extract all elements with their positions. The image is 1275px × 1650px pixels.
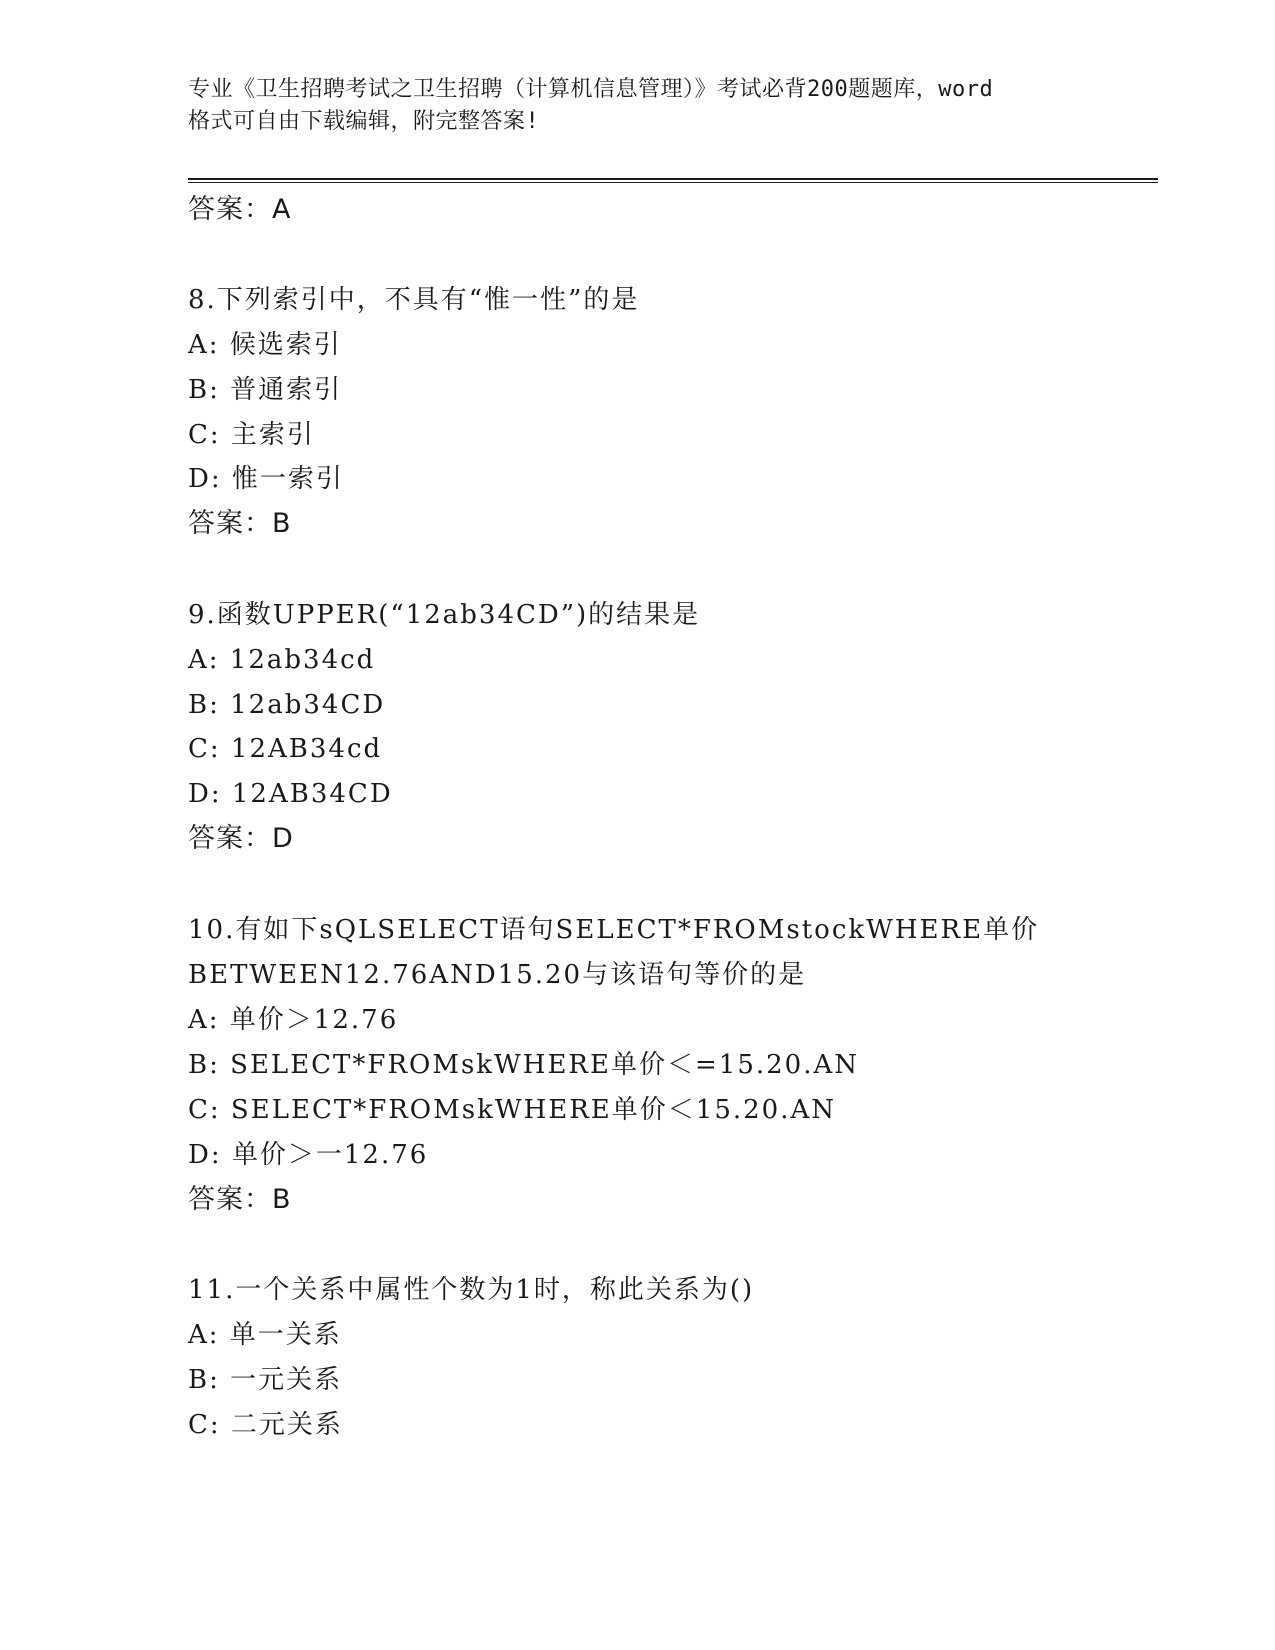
header-divider-thin — [188, 182, 1158, 183]
question-10-answer: 答案：B — [188, 1184, 292, 1215]
question-10-option-d: D: 单价＞一12.76 — [188, 1140, 429, 1170]
question-10-stem-line-2: BETWEEN12.76AND15.20与该语句等价的是 — [188, 960, 807, 990]
question-8-option-a: A: 候选索引 — [188, 330, 342, 360]
question-8-option-d: D: 惟一索引 — [188, 464, 344, 494]
question-9-answer: 答案：D — [188, 823, 294, 854]
question-11-option-b: B: 一元关系 — [188, 1365, 343, 1395]
question-9-stem: 9.函数UPPER(“12ab34CD”)的结果是 — [188, 600, 701, 630]
question-11-option-c: C: 二元关系 — [188, 1410, 343, 1440]
question-11-stem: 11.一个关系中属性个数为1时，称此关系为() — [188, 1275, 755, 1305]
question-9-option-b: B: 12ab34CD — [188, 690, 386, 720]
question-9-option-d: D: 12AB34CD — [188, 779, 393, 809]
question-11-option-a: A: 单一关系 — [188, 1320, 342, 1350]
question-10-option-a: A: 单价＞12.76 — [188, 1005, 399, 1035]
header-divider — [188, 178, 1158, 180]
question-8-stem: 8.下列索引中，不具有“惟一性”的是 — [188, 285, 640, 315]
question-9-option-c: C: 12AB34cd — [188, 734, 383, 764]
question-8-option-c: C: 主索引 — [188, 420, 315, 450]
document-header — [188, 74, 1088, 138]
header-line-1: 专业《卫生招聘考试之卫生招聘（计算机信息管理）》考试必背200题题库，word — [188, 77, 994, 102]
question-8-option-b: B: 普通索引 — [188, 375, 343, 405]
question-9-option-a: A: 12ab34cd — [188, 645, 376, 675]
header-line-2: 格式可自由下载编辑，附完整答案! — [188, 109, 540, 134]
answer-prev: 答案：A — [188, 194, 292, 225]
question-10-option-c: C: SELECT*FROMskWHERE单价＜15.20.AN — [188, 1095, 836, 1125]
question-8-answer: 答案：B — [188, 508, 292, 539]
question-10-option-b: B: SELECT*FROMskWHERE单价＜=15.20.AN — [188, 1050, 859, 1080]
question-10-stem-line-1: 10.有如下sQLSELECT语句SELECT*FROMstockWHERE单价 — [188, 915, 1040, 945]
